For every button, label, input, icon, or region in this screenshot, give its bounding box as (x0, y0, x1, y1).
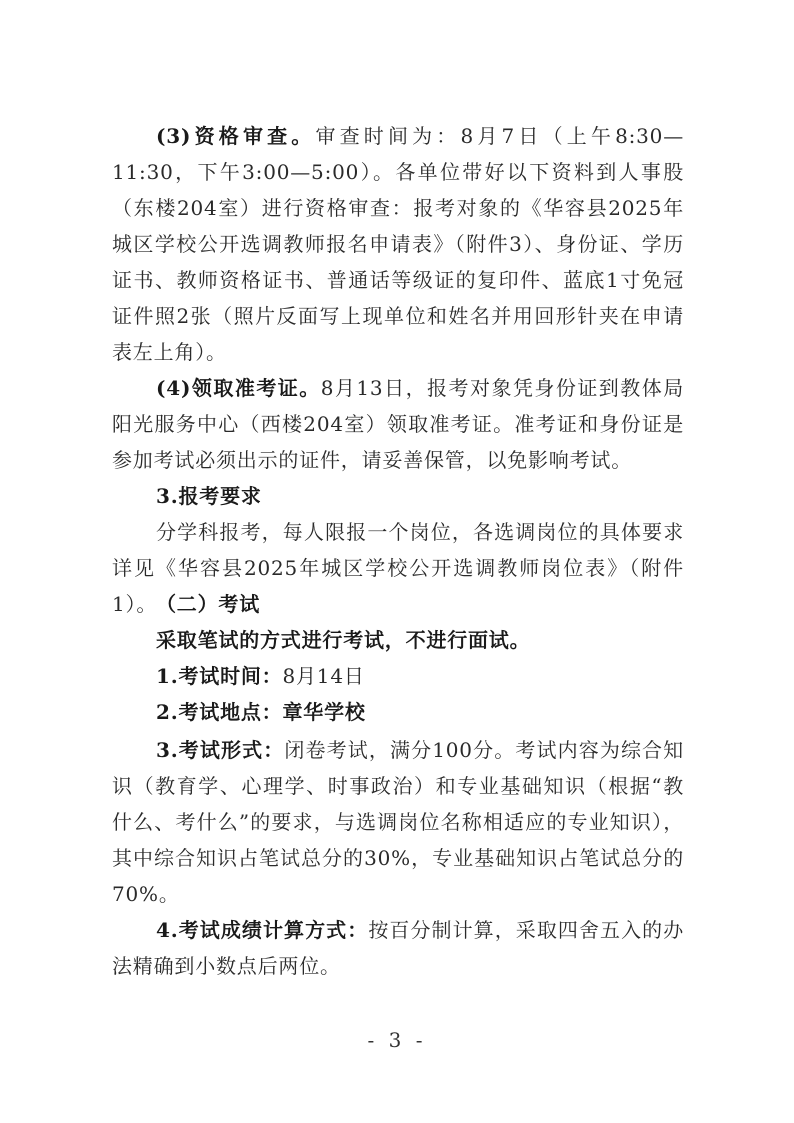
exam-format-body: 闭卷考试，满分100分。考试内容为综合知识（教育学、心理学、时事政治）和专业基础知识（根据“教什么、考什么”的要求，与选调岗位名称相适应的专业知识），其中综合知识占笔试总分的30%，专业基础知识占笔试总分的70%。 (112, 738, 684, 906)
exam-section-intro: 采取笔试的方式进行考试，不进行面试。 (156, 628, 531, 652)
admission-ticket-heading: (4)领取准考证。 (156, 376, 321, 400)
qualification-review-paragraph (112, 118, 684, 370)
exam-location-label: 2.考试地点： (156, 700, 283, 724)
score-calc-body: 按百分制计算，采取四舍五入的办法精确到小数点后两位。 (112, 918, 684, 978)
exam-location-value: 章华学校 (282, 700, 366, 724)
admission-ticket-paragraph (112, 370, 684, 478)
exam-time-paragraph (112, 658, 684, 694)
page-number: - 3 - (367, 1028, 427, 1052)
score-calc-label: 4.考试成绩计算方式： (156, 918, 369, 942)
qualification-review-heading: (3)资格审查。 (156, 124, 316, 148)
qualification-review-body: 审查时间为：8月7日（上午8:30—11:30，下午3:00—5:00）。各单位带好以下资料到人事股（东楼204室）进行资格审查：报考对象的《华容县2025年城区学校公开选调教师报名申请表》（附件3）、身份证、学历证书、教师资格证书、普通话等级证的复印件、蓝底1寸免冠证件照2张（照片反面写上现单位和姓名并用回形针夹在申请表左上角）。 (112, 124, 684, 364)
score-calc-paragraph (112, 912, 684, 984)
requirements-heading: 3.报考要求 (156, 484, 262, 508)
exam-format-label: 3.考试形式： (156, 738, 285, 762)
exam-location-paragraph (112, 694, 684, 730)
admission-ticket-body: 8月13日，报考对象凭身份证到教体局阳光服务中心（西楼204室）领取准考证。准考证和身份证是参加考试必须出示的证件，请妥善保管，以免影响考试。 (112, 376, 685, 472)
exam-section-heading: （二）考试 (156, 592, 260, 616)
requirements-body: 分学科报考，每人限报一个岗位，各选调岗位的具体要求详见《华容县2025年城区学校公开选调教师岗位表》（附件1）。 (112, 520, 684, 616)
exam-time-label: 1.考试时间： (156, 664, 283, 688)
exam-time-value: 8月14日 (282, 664, 365, 688)
exam-format-paragraph (112, 732, 684, 912)
